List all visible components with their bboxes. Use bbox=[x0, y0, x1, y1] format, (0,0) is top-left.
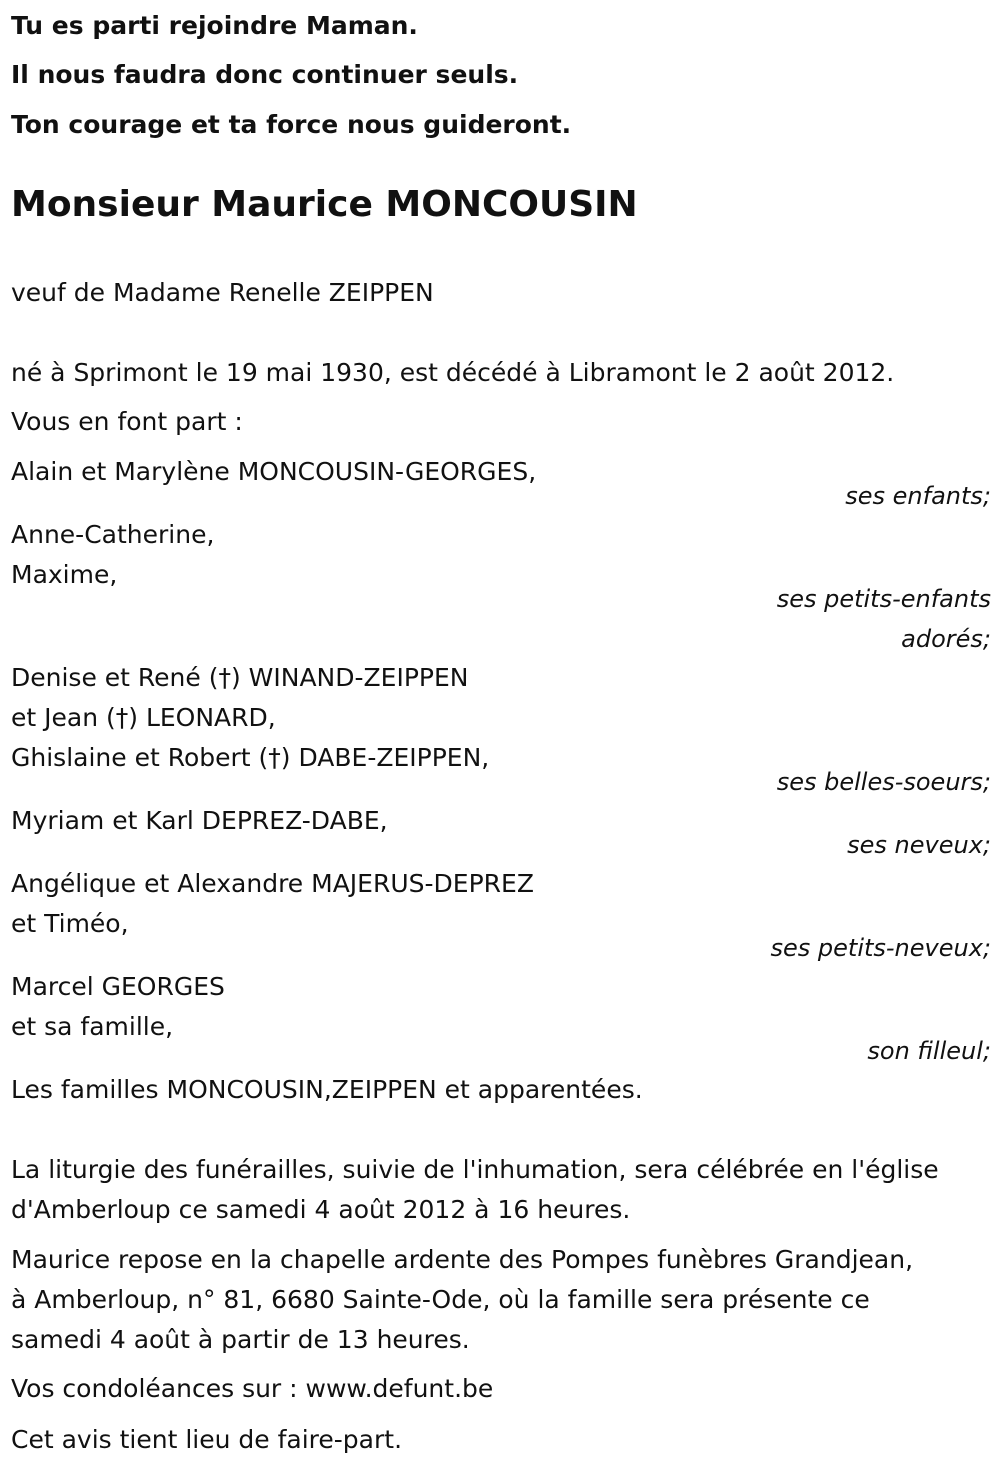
godson-name: Marcel GEORGES bbox=[11, 972, 225, 1001]
announce-intro: Vous en font part : bbox=[11, 407, 243, 436]
ceremony-line-1: La liturgie des funérailles, suivie de l'inhumation, sera célébrée en l'église bbox=[11, 1155, 939, 1184]
rest-place-line-1: Maurice repose en la chapelle ardente des Pompes funèbres Grandjean, bbox=[11, 1245, 914, 1274]
sister-in-law-name: Ghislaine et Robert (†) DABE-ZEIPPEN, bbox=[11, 743, 490, 772]
epitaph-line-2: Il nous faudra donc continuer seuls. bbox=[11, 60, 519, 89]
grandnephew-name: et Timéo, bbox=[11, 909, 129, 938]
birth-death: né à Sprimont le 19 mai 1930, est décédé à Libramont le 2 août 2012. bbox=[11, 358, 895, 387]
closing-line: Cet avis tient lieu de faire-part. bbox=[11, 1425, 403, 1454]
grandnephews-relation: ses petits-neveux; bbox=[770, 934, 991, 962]
children-relation: ses enfants; bbox=[845, 482, 991, 510]
ceremony-line-2: d'Amberloup ce samedi 4 août 2012 à 16 heures. bbox=[11, 1195, 631, 1224]
families-line: Les familles MONCOUSIN,ZEIPPEN et apparentées. bbox=[11, 1075, 643, 1104]
rest-place-line-2: à Amberloup, n° 81, 6680 Sainte-Ode, où la famille sera présente ce bbox=[11, 1285, 870, 1314]
nephew-name: Myriam et Karl DEPREZ-DABE, bbox=[11, 806, 388, 835]
grandchild-name: Anne-Catherine, bbox=[11, 520, 215, 549]
condolences-line: Vos condoléances sur : www.defunt.be bbox=[11, 1374, 494, 1403]
godson-relation: son filleul; bbox=[867, 1037, 991, 1065]
grandnephew-name: Angélique et Alexandre MAJERUS-DEPREZ bbox=[11, 869, 534, 898]
widower-of: veuf de Madame Renelle ZEIPPEN bbox=[11, 278, 434, 307]
deceased-name: Monsieur Maurice MONCOUSIN bbox=[11, 184, 638, 225]
rest-place-line-3: samedi 4 août à partir de 13 heures. bbox=[11, 1325, 470, 1354]
epitaph-line-1: Tu es parti rejoindre Maman. bbox=[11, 11, 418, 40]
children-name: Alain et Marylène MONCOUSIN-GEORGES, bbox=[11, 457, 537, 486]
sister-in-law-name: Denise et René (†) WINAND-ZEIPPEN bbox=[11, 663, 469, 692]
sister-in-law-name: et Jean (†) LEONARD, bbox=[11, 703, 276, 732]
grandchildren-relation-1: ses petits-enfants bbox=[776, 585, 991, 613]
nephews-relation: ses neveux; bbox=[847, 831, 991, 859]
epitaph-line-3: Ton courage et ta force nous guideront. bbox=[11, 110, 572, 139]
grandchild-name: Maxime, bbox=[11, 560, 118, 589]
grandchildren-relation-2: adorés; bbox=[901, 625, 991, 653]
sisters-in-law-relation: ses belles-soeurs; bbox=[776, 768, 991, 796]
godson-name: et sa famille, bbox=[11, 1012, 174, 1041]
